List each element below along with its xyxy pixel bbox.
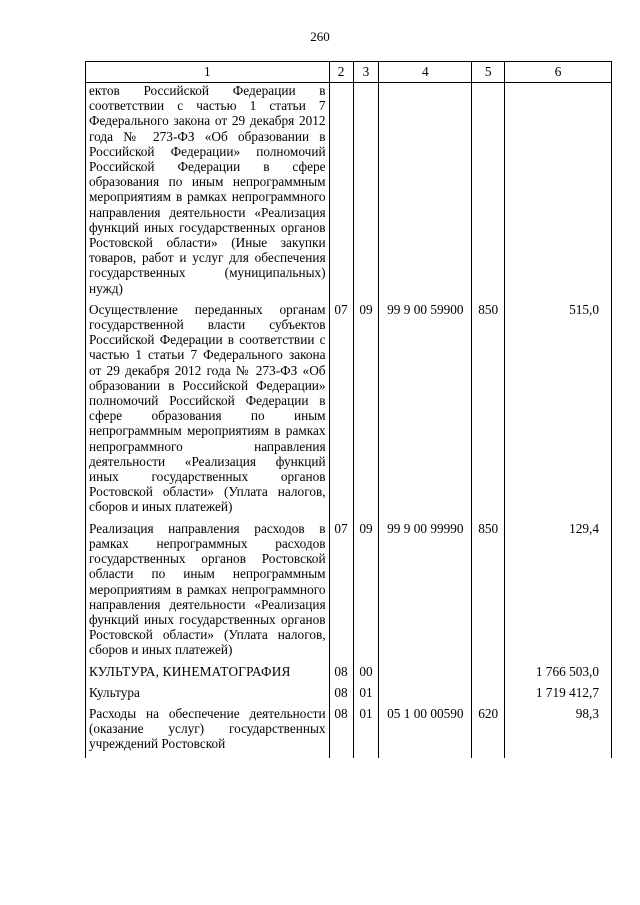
table-row xyxy=(86,685,612,706)
row-target-article: 99 9 00 99990 xyxy=(379,521,472,664)
table-row xyxy=(86,521,612,664)
row-expense-type xyxy=(472,83,505,302)
row-amount: 1 766 503,0 xyxy=(505,664,612,685)
row-amount: 98,3 xyxy=(505,706,612,758)
table-row xyxy=(86,664,612,685)
row-expense-type: 850 xyxy=(472,521,505,664)
row-target-article xyxy=(379,685,472,706)
row-section: 08 xyxy=(329,706,353,758)
row-expense-type: 620 xyxy=(472,706,505,758)
header-col-6: 6 xyxy=(505,62,612,83)
row-target-article xyxy=(379,83,472,302)
row-subsection: 01 xyxy=(353,685,379,706)
row-name: Культура xyxy=(86,685,330,706)
row-section: 07 xyxy=(329,521,353,664)
header-row xyxy=(86,62,612,83)
row-expense-type: 850 xyxy=(472,302,505,521)
row-section: 08 xyxy=(329,685,353,706)
table-row xyxy=(86,83,612,302)
header-col-2: 2 xyxy=(329,62,353,83)
row-subsection: 09 xyxy=(353,302,379,521)
row-name: Расходы на обеспечение деятельности (оказание услуг) государственных учреждений Ростовской xyxy=(86,706,330,758)
row-name: КУЛЬТУРА, КИНЕМАТОГРАФИЯ xyxy=(86,664,330,685)
row-section: 07 xyxy=(329,302,353,521)
row-amount: 515,0 xyxy=(505,302,612,521)
row-name: ектов Российской Федерации в соответствии с частью 1 статьи 7 Федерального закона от 29 декабря 2012 года № 273-ФЗ «Об образовании в Российской Федерации» полномочий Российской Федерации в сфере образования по иным непрограммным мероприятиям в рамках непрограммного направления деятельности «Реализация функций иных государственных органов Ростовской области» (Иные закупки товаров, работ и услуг для обеспечения государственных (муниципальных) нужд) xyxy=(86,83,330,302)
row-expense-type xyxy=(472,685,505,706)
row-amount: 129,4 xyxy=(505,521,612,664)
row-subsection: 01 xyxy=(353,706,379,758)
row-name: Реализация направления расходов в рамках непрограммных расходов государственных органов Ростовской области по иным непрограммным мероприятиям в рамках непрограммного направления деятельности «Реализация функций иных государственных органов Ростовской области» (Уплата налогов, сборов и иных платежей) xyxy=(86,521,330,664)
row-amount: 1 719 412,7 xyxy=(505,685,612,706)
row-target-article: 05 1 00 00590 xyxy=(379,706,472,758)
row-name: Осуществление переданных органам государственной власти субъектов Российской Федерации в соответствии с частью 1 статьи 7 Федерального закона от 29 декабря 2012 года № 273-ФЗ «Об образовании в Российской Федерации» полномочий Российской Федерации в сфере образования по иным непрограммным мероприятиям в рамках непрограммного направления деятельности «Реализация функций иных государственных органов Ростовской области» (Уплата налогов, сборов и иных платежей) xyxy=(86,302,330,521)
header-col-3: 3 xyxy=(353,62,379,83)
header-col-4: 4 xyxy=(379,62,472,83)
header-col-1: 1 xyxy=(86,62,330,83)
row-subsection xyxy=(353,83,379,302)
row-section: 08 xyxy=(329,664,353,685)
header-col-5: 5 xyxy=(472,62,505,83)
row-subsection: 00 xyxy=(353,664,379,685)
table-row xyxy=(86,706,612,758)
row-target-article xyxy=(379,664,472,685)
row-expense-type xyxy=(472,664,505,685)
budget-table xyxy=(85,61,612,758)
page-number: 260 xyxy=(310,29,330,44)
row-subsection: 09 xyxy=(353,521,379,664)
row-target-article: 99 9 00 59900 xyxy=(379,302,472,521)
table-row xyxy=(86,302,612,521)
row-amount xyxy=(505,83,612,302)
row-section xyxy=(329,83,353,302)
